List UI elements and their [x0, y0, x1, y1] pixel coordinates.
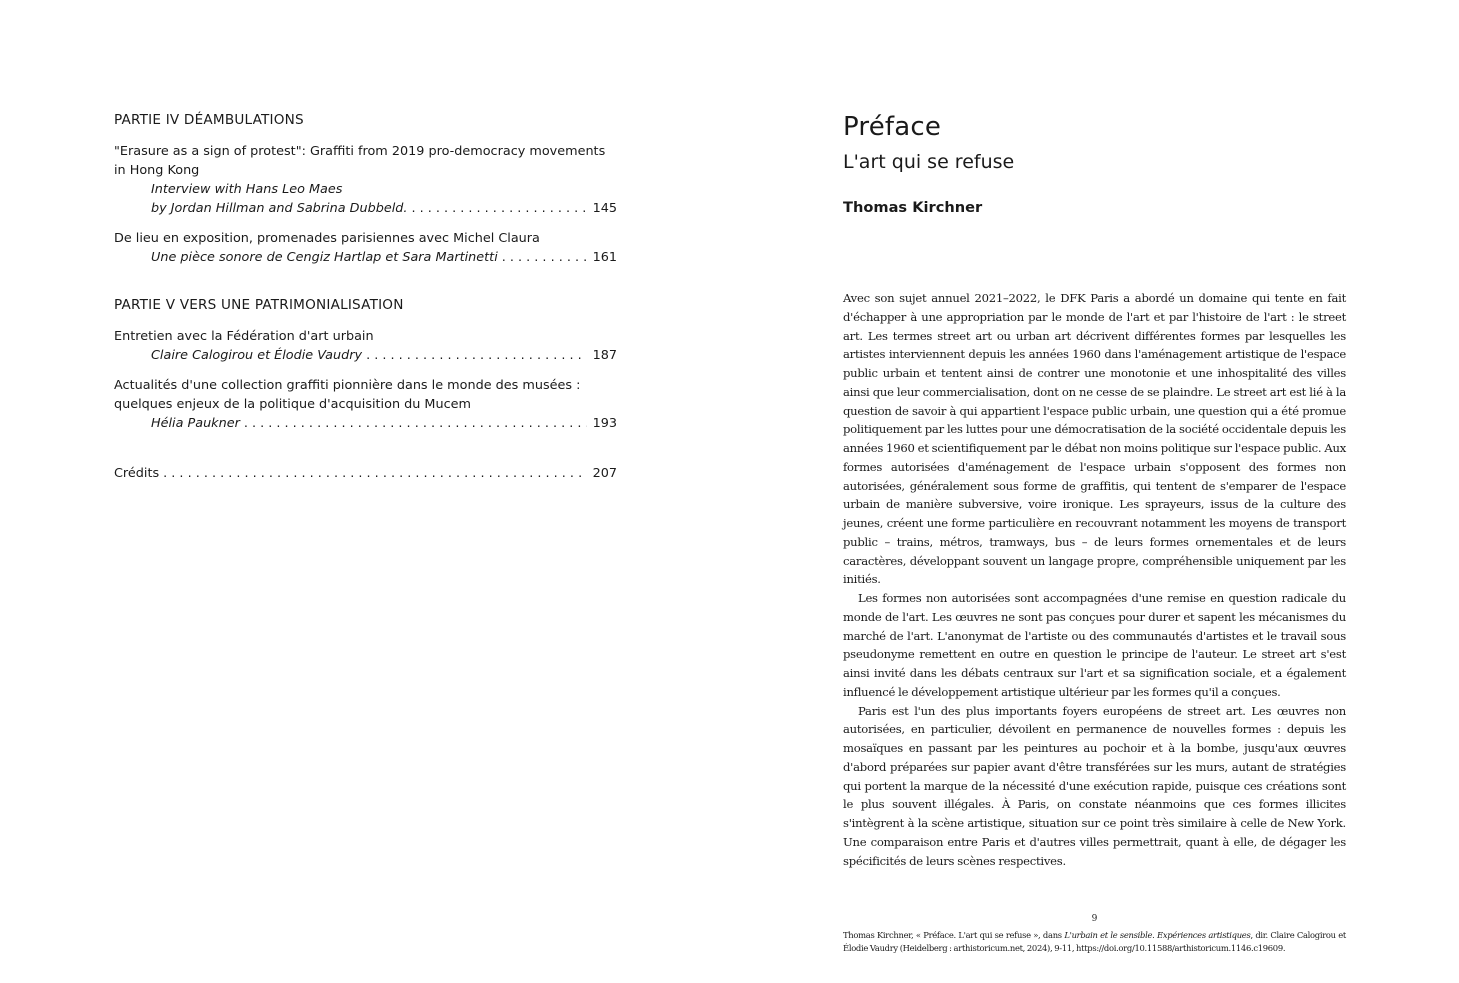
citation-text: , dir. Claire Calogirou et Élodie Vaudry (Heidelberg : arthistoricum.net, 2024), 9-11, https://doi.org/10.11588/arthistoricum.1146.c19609.: [843, 930, 1347, 953]
toc-entry-author-line: [114, 199, 617, 218]
body-paragraph: Avec son sujet annuel 2021–2022, le DFK Paris a abordé un domaine qui tente en fait d'échapper à une appropriation par le monde de l'art et par l'histoire de l'art : le street art. Les termes street art ou urban art décrivent différentes formes par lesquelles les artistes interviennent depuis les années 1960 dans l'aménagement artistique de l'espace public urbain et tentent ainsi de contrer une monotonie et une inhospitalité des villes ainsi que leur commercialisation, dont on ne cesse de se plaindre. Le street art est lié à la question de savoir à qui appartient l'espace public urbain, une question qui a été promue politiquement par les luttes pour une démocratisation de la société occidentale depuis les années 1960 et scientifiquement par le débat non moins politique sur l'espace public. Aux formes autorisées d'aménagement de l'espace urbain s'opposent des formes non autorisées, généralement sous forme de graffitis, qui tentent de s'emparer de l'espace urbain de manière subversive, voire ironique. Les sprayeurs, issus de la culture des jeunes, créent une forme particulière en recouvrant notamment les moyens de transport public – trains, métros, tramways, bus – de leurs formes ornementales et de leurs caractères, développant souvent un langage propre, compréhensible uniquement par les initiés.: [843, 291, 1346, 587]
preface-header: [843, 110, 1346, 218]
dot-leader: [411, 199, 586, 218]
citation-text: Thomas Kirchner, « Préface. L'art qui se refuse », dans: [843, 930, 1065, 940]
toc-entry[interactable]: [114, 142, 617, 218]
toc-entry[interactable]: [114, 327, 617, 365]
dot-leader: [502, 248, 587, 267]
toc-entry-author: by Jordan Hillman and Sabrina Dubbeld.: [151, 201, 408, 216]
page-title: Préface: [843, 112, 942, 142]
toc-entry-title: Entretien avec la Fédération d'art urbain: [114, 329, 374, 344]
dot-leader: [163, 464, 586, 483]
toc-entry-subtitle: Interview with Hans Leo Maes: [151, 182, 343, 197]
toc-entry-author-line: [114, 346, 617, 365]
author-name: Thomas Kirchner: [843, 199, 983, 216]
body-paragraph: Les formes non autorisées sont accompagnées d'une remise en question radicale du monde de l'art. Les œuvres ne sont pas conçues pour durer et sapent les mécanismes du marché de l'art. L'anonymat de l'artiste ou des communautés d'artistes et le travail sous pseudonyme remettent en outre en question le principe de l'auteur. Le street art s'est ainsi invité dans les débats centraux sur l'art et sa signification sociale, et a également influencé le développement artistique ultérieur par les formes qu'il a conçues.: [843, 591, 1346, 699]
table-of-contents: [114, 111, 617, 483]
toc-entry-author: Claire Calogirou et Élodie Vaudry: [151, 348, 363, 363]
toc-entry-title: De lieu en exposition, promenades parisiennes avec Michel Claura: [114, 231, 540, 246]
part-heading: PARTIE IV DÉAMBULATIONS: [114, 112, 304, 128]
toc-page-number: 145: [592, 201, 617, 216]
citation-book-title: L'urbain et le sensible. Expériences artistiques: [1064, 930, 1251, 940]
page-number: 9: [1091, 914, 1098, 924]
toc-entry-title: Actualités d'une collection graffiti pionnière dans le monde des musées : quelques enjeux de la politique d'acquisition du Mucem: [114, 378, 581, 412]
toc-page-number: 193: [592, 416, 617, 431]
dot-leader: [244, 414, 587, 433]
page-subtitle: L'art qui se refuse: [843, 151, 1015, 173]
toc-page-number: 161: [592, 250, 617, 265]
toc-entry-author-line: [114, 248, 617, 267]
part-heading: PARTIE V VERS UNE PATRIMONIALISATION: [114, 297, 404, 313]
preface-body: [843, 289, 1346, 870]
toc-page-number: 207: [592, 466, 617, 481]
body-paragraph: Paris est l'un des plus importants foyers européens de street art. Les œuvres non autorisées, en particulier, dévoilent en permanence de nouvelles formes : depuis les mosaïques en passant par les peintures au pochoir et à la bombe, jusqu'aux œuvres d'abord préparées sur papier avant d'être transférées sur les murs, autant de stratégies qui portent la marque de la nécessité d'une exécution rapide, puisque ces créations sont le plus souvent illégales. À Paris, on constate néanmoins que ces formes illicites s'intègrent à la scène artistique, situation sur ce point très similaire à celle de New York. Une comparaison entre Paris et d'autres villes permettrait, quant à elle, de dégager les spécificités de leurs scènes respectives.: [843, 703, 1346, 868]
toc-entry-subtitle-line: [114, 180, 617, 199]
citation-footnote: [843, 929, 1346, 954]
toc-entry-author: Hélia Paukner: [151, 416, 240, 431]
dot-leader: [366, 346, 586, 365]
toc-page-number: 187: [592, 348, 617, 363]
toc-credits-label: Crédits: [114, 466, 160, 481]
toc-entry[interactable]: [114, 376, 617, 433]
toc-credits-entry[interactable]: [114, 464, 617, 483]
toc-entry[interactable]: [114, 229, 617, 267]
toc-entry-author-line: [114, 414, 617, 433]
toc-entry-title: "Erasure as a sign of protest": Graffiti from 2019 pro-democracy movements in Hong Kong: [114, 144, 606, 178]
toc-entry-author: Une pièce sonore de Cengiz Hartlap et Sara Martinetti: [151, 250, 498, 265]
